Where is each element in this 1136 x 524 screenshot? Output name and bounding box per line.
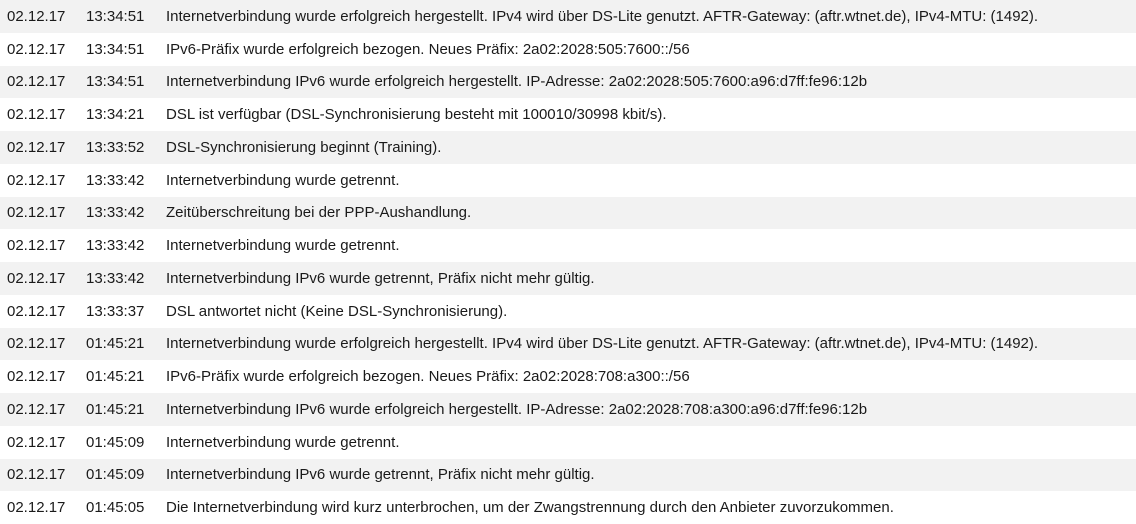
log-time: 01:45:21 bbox=[86, 400, 145, 418]
log-time: 13:34:51 bbox=[86, 73, 145, 91]
log-time: 01:45:09 bbox=[86, 466, 145, 484]
log-date: 02.12.17 bbox=[7, 269, 66, 287]
log-time: 13:33:52 bbox=[86, 138, 145, 156]
log-message: Internetverbindung wurde getrennt. bbox=[166, 171, 400, 189]
log-row bbox=[0, 0, 1136, 33]
log-message: Internetverbindung IPv6 wurde getrennt, Präfix nicht mehr gültig. bbox=[166, 269, 595, 287]
log-message: Die Internetverbindung wird kurz unterbrochen, um der Zwangstrennung durch den Anbieter zuvorzukommen. bbox=[166, 499, 894, 517]
log-time: 13:33:42 bbox=[86, 171, 145, 189]
log-row bbox=[0, 393, 1136, 426]
log-row bbox=[0, 491, 1136, 524]
log-message: Internetverbindung wurde getrennt. bbox=[166, 433, 400, 451]
log-message: Internetverbindung wurde getrennt. bbox=[166, 237, 400, 255]
log-time: 13:34:51 bbox=[86, 7, 145, 25]
log-row bbox=[0, 328, 1136, 361]
log-row bbox=[0, 33, 1136, 66]
log-row bbox=[0, 459, 1136, 492]
log-time: 01:45:09 bbox=[86, 433, 145, 451]
log-time: 13:33:42 bbox=[86, 237, 145, 255]
log-time: 13:34:21 bbox=[86, 106, 145, 124]
log-date: 02.12.17 bbox=[7, 171, 66, 189]
log-date: 02.12.17 bbox=[7, 499, 66, 517]
log-date: 02.12.17 bbox=[7, 466, 66, 484]
log-row bbox=[0, 197, 1136, 230]
log-time: 01:45:21 bbox=[86, 335, 145, 353]
log-message: Internetverbindung wurde erfolgreich hergestellt. IPv4 wird über DS-Lite genutzt. AFTR-Gateway: (aftr.wtnet.de), IPv4-MTU: (1492). bbox=[166, 7, 1039, 25]
log-row bbox=[0, 66, 1136, 99]
log-row bbox=[0, 360, 1136, 393]
log-date: 02.12.17 bbox=[7, 204, 66, 222]
log-date: 02.12.17 bbox=[7, 302, 66, 320]
log-date: 02.12.17 bbox=[7, 7, 66, 25]
log-date: 02.12.17 bbox=[7, 400, 66, 418]
log-time: 13:33:37 bbox=[86, 302, 145, 320]
log-time: 13:33:42 bbox=[86, 269, 145, 287]
log-date: 02.12.17 bbox=[7, 138, 66, 156]
log-message: Zeitüberschreitung bei der PPP-Aushandlung. bbox=[166, 204, 472, 222]
log-row bbox=[0, 98, 1136, 131]
log-time: 13:34:51 bbox=[86, 40, 145, 58]
log-date: 02.12.17 bbox=[7, 73, 66, 91]
log-date: 02.12.17 bbox=[7, 237, 66, 255]
log-row bbox=[0, 131, 1136, 164]
log-row bbox=[0, 426, 1136, 459]
log-message: Internetverbindung wurde erfolgreich hergestellt. IPv4 wird über DS-Lite genutzt. AFTR-Gateway: (aftr.wtnet.de), IPv4-MTU: (1492). bbox=[166, 335, 1039, 353]
log-message: IPv6-Präfix wurde erfolgreich bezogen. Neues Präfix: 2a02:2028:505:7600::/56 bbox=[166, 40, 690, 58]
log-message: Internetverbindung IPv6 wurde getrennt, Präfix nicht mehr gültig. bbox=[166, 466, 595, 484]
log-message: DSL ist verfügbar (DSL-Synchronisierung besteht mit 100010/30998 kbit/s). bbox=[166, 106, 667, 124]
log-row bbox=[0, 164, 1136, 197]
log-date: 02.12.17 bbox=[7, 40, 66, 58]
log-message: Internetverbindung IPv6 wurde erfolgreich hergestellt. IP-Adresse: 2a02:2028:505:7600:a96:d7ff:fe96:12b bbox=[166, 73, 868, 91]
log-row bbox=[0, 295, 1136, 328]
log-date: 02.12.17 bbox=[7, 106, 66, 124]
log-message: Internetverbindung IPv6 wurde erfolgreich hergestellt. IP-Adresse: 2a02:2028:708:a300:a96:d7ff:fe96:12b bbox=[166, 400, 868, 418]
log-time: 13:33:42 bbox=[86, 204, 145, 222]
log-row bbox=[0, 229, 1136, 262]
log-date: 02.12.17 bbox=[7, 433, 66, 451]
log-date: 02.12.17 bbox=[7, 368, 66, 386]
log-message: IPv6-Präfix wurde erfolgreich bezogen. Neues Präfix: 2a02:2028:708:a300::/56 bbox=[166, 368, 690, 386]
log-message: DSL antwortet nicht (Keine DSL-Synchronisierung). bbox=[166, 302, 508, 320]
log-time: 01:45:21 bbox=[86, 368, 145, 386]
log-date: 02.12.17 bbox=[7, 335, 66, 353]
log-message: DSL-Synchronisierung beginnt (Training). bbox=[166, 138, 442, 156]
log-row bbox=[0, 262, 1136, 295]
log-time: 01:45:05 bbox=[86, 499, 145, 517]
